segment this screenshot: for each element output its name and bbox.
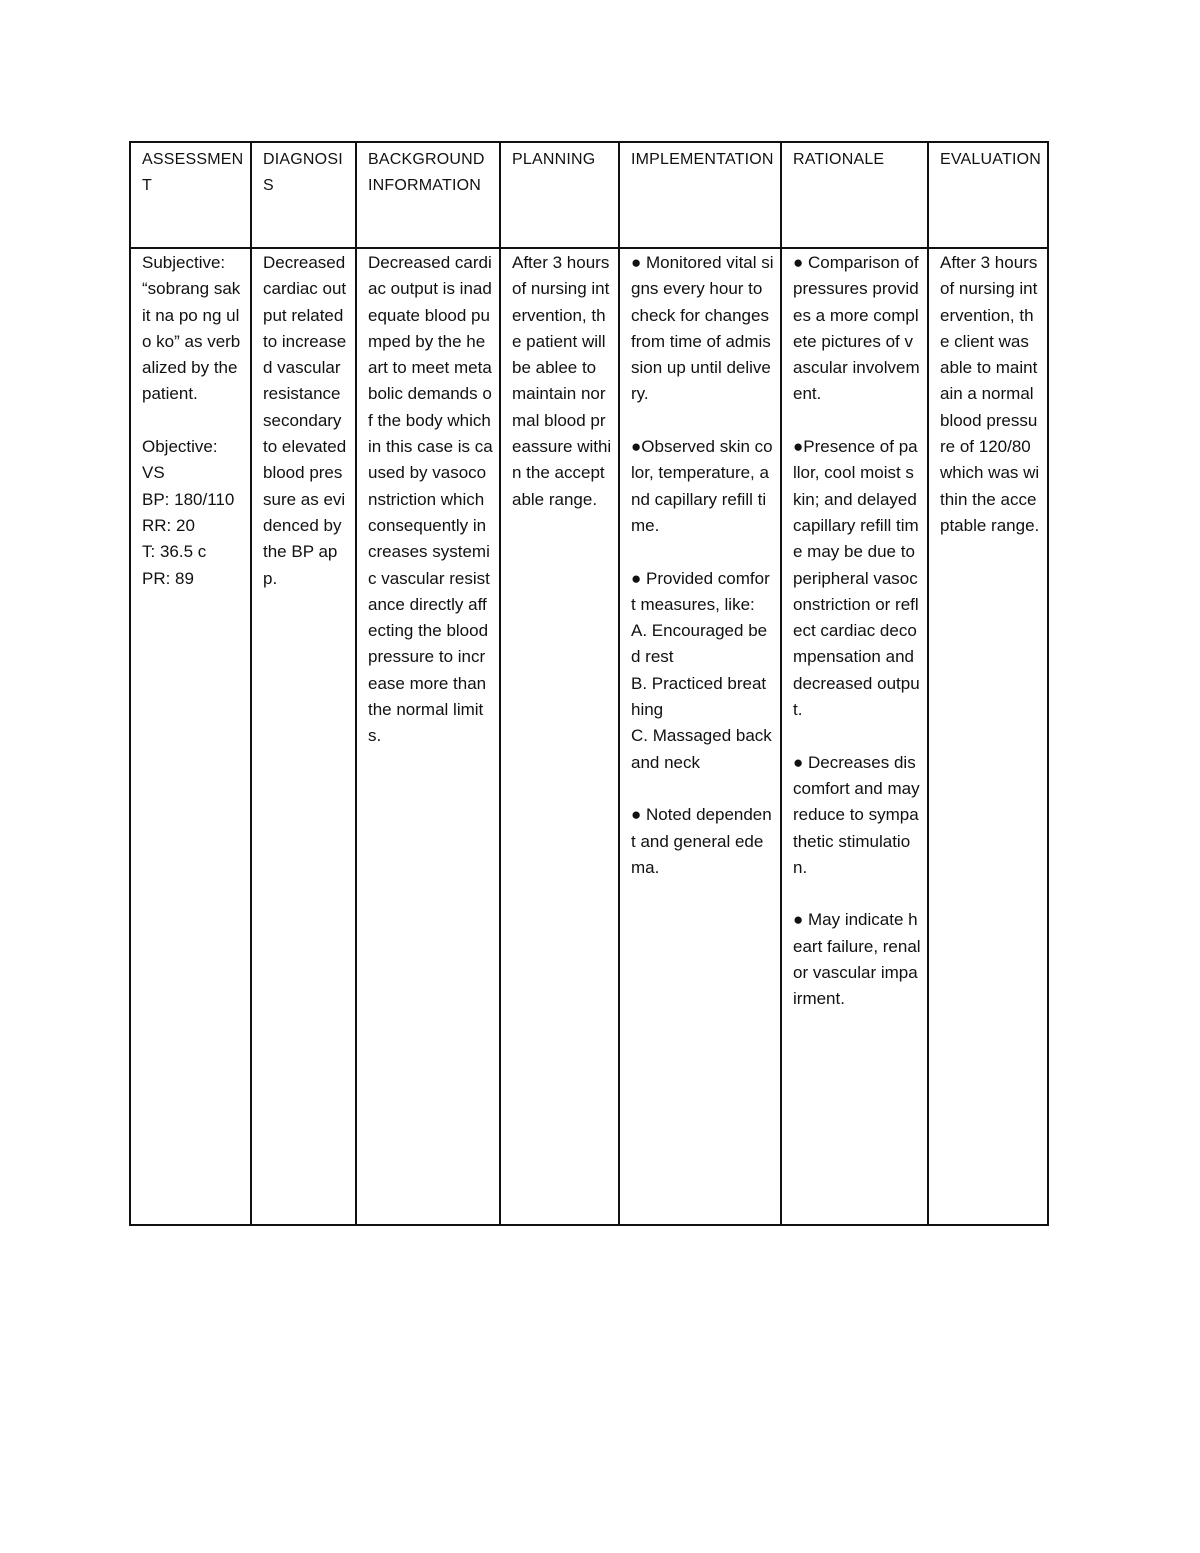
diagnosis-cell: Decreased cardiac output related to increased vascular resistance secondary to elevated blood pressure as evidenced by the BP app. bbox=[251, 248, 356, 1225]
header-assessment: ASSESSMENT bbox=[130, 142, 251, 248]
spacer bbox=[631, 408, 774, 434]
header-rationale: RATIONALE bbox=[781, 142, 928, 248]
pulse-rate-reading: PR: 89 bbox=[142, 568, 194, 588]
rationale-item: ● May indicate heart failure, renal or vascular impairment. bbox=[793, 910, 921, 1009]
evaluation-cell: After 3 hours of nursing intervention, the client was able to maintain a normal blood pressure of 120/80 which was within the acceptable range. bbox=[928, 248, 1048, 1225]
subjective-quote: “sobrang sakit na po ng ulo ko” as verbalized by the patient. bbox=[142, 279, 241, 404]
implementation-item: ●Observed skin color, temperature, and capillary refill time. bbox=[631, 437, 773, 535]
assessment-cell bbox=[130, 248, 251, 1225]
spacer bbox=[793, 408, 921, 434]
vital-signs-label: VS bbox=[142, 463, 165, 483]
implementation-item: ● Noted dependent and general edema. bbox=[631, 805, 772, 877]
objective-label: Objective: bbox=[142, 437, 218, 457]
implementation-subitem: C. Massaged back and neck bbox=[631, 726, 772, 772]
temperature-reading: T: 36.5 c bbox=[142, 542, 207, 562]
implementation-item: ● Monitored vital signs every hour to check for changes from time of admission up until delivery. bbox=[631, 253, 774, 404]
header-planning: PLANNING bbox=[500, 142, 619, 248]
spacer bbox=[793, 723, 921, 749]
rationale-item: ●Presence of pallor, cool moist skin; and delayed capillary refill time may be due to peripheral vasoconstriction or reflect cardiac decompensation and decreased output. bbox=[793, 437, 920, 720]
header-evaluation: EVALUATION bbox=[928, 142, 1048, 248]
header-implementation: IMPLEMENTATION bbox=[619, 142, 781, 248]
header-background-information: BACKGROUND INFORMATION bbox=[356, 142, 500, 248]
rationale-item: ● Decreases discomfort and may reduce to sympathetic stimulation. bbox=[793, 752, 920, 877]
subjective-label: Subjective: bbox=[142, 253, 226, 272]
blood-pressure-reading: BP: 180/110 bbox=[142, 489, 235, 509]
rationale-item: ● Comparison of pressures provides a more complete pictures of vascular involvement. bbox=[793, 253, 920, 404]
planning-cell: After 3 hours of nursing intervention, the patient will be ablee to maintain normal blood preassure within the acceptable range. bbox=[500, 248, 619, 1225]
implementation-subitem: A. Encouraged bed rest bbox=[631, 621, 768, 667]
header-diagnosis: DIAGNOSIS bbox=[251, 142, 356, 248]
implementation-subitem: B. Practiced breathing bbox=[631, 673, 767, 720]
spacer bbox=[631, 776, 774, 802]
implementation-item: ● Provided comfort measures, like: bbox=[631, 568, 770, 614]
respiratory-rate-reading: RR: 20 bbox=[142, 515, 195, 535]
spacer bbox=[631, 539, 774, 565]
implementation-cell bbox=[619, 248, 781, 1225]
rationale-cell bbox=[781, 248, 928, 1225]
table-row bbox=[130, 248, 1048, 1225]
nursing-care-plan-table bbox=[129, 141, 1049, 1226]
spacer bbox=[793, 881, 921, 907]
table-header-row bbox=[130, 142, 1048, 248]
background-information-cell: Decreased cardiac output is inadequate blood pumped by the heart to meet metabolic demands of the body which in this case is caused by vasoconstriction which consequently increases systemic vascular resistance directly affecting the blood pressure to increase more than the normal limits. bbox=[356, 248, 500, 1225]
spacer bbox=[142, 408, 244, 434]
